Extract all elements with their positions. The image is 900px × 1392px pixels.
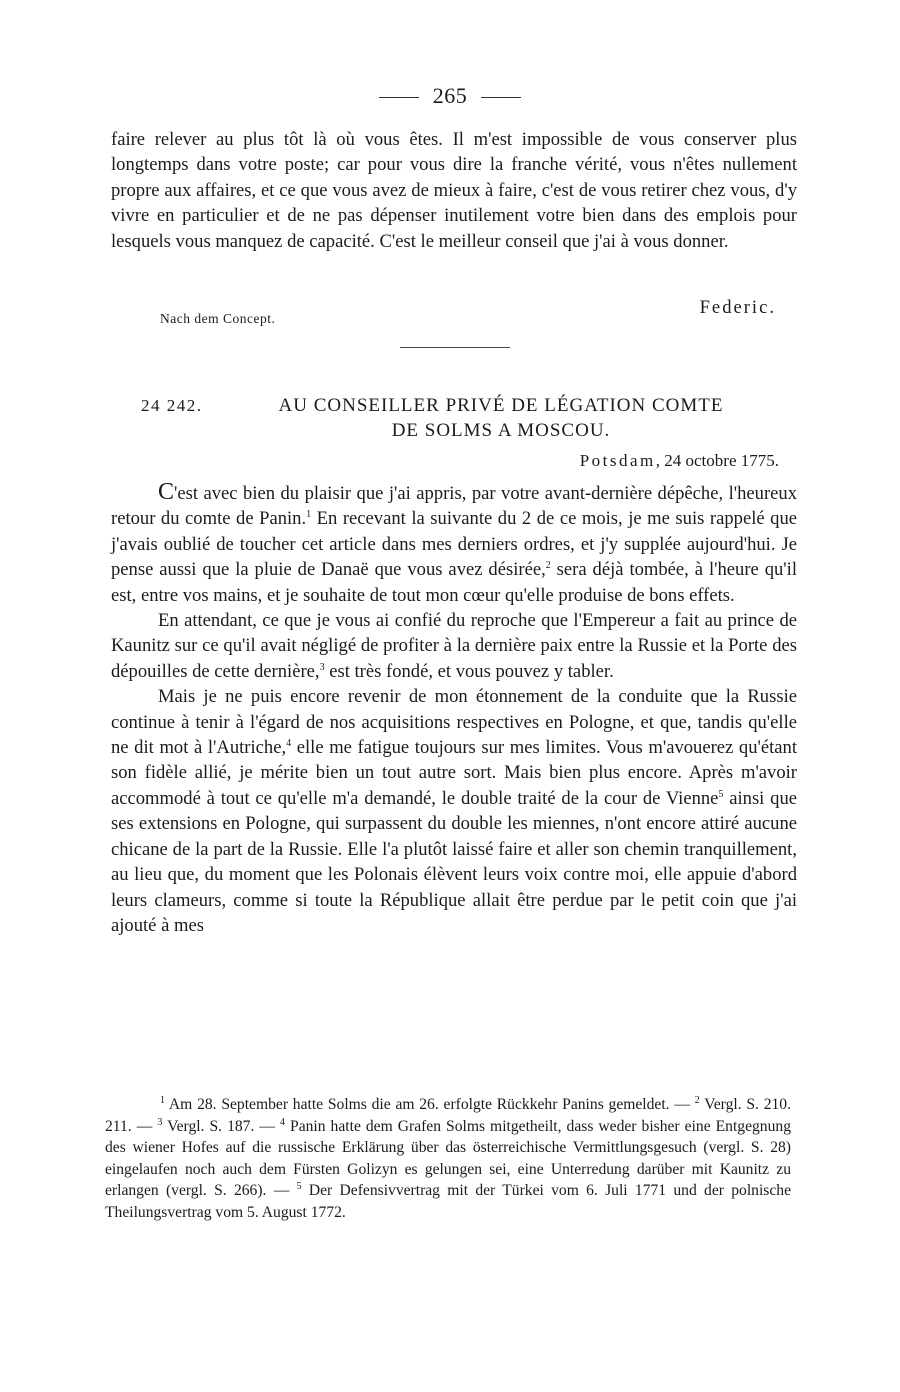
footnote-text: Vergl. S. 210. 211. — — [105, 1096, 791, 1135]
footnotes — [105, 1094, 791, 1224]
paragraph: faire relever au plus tôt là où vous êtes. Il m'est impossible de vous conserver plus longtemps dans votre poste; car pour vous dire la franche vérité, vous n'êtes nullement propre aux affaires, et ce que vous avez de mieux à faire, c'est de vous retirer chez vous, d'y vivre en particulier et de ne pas dépenser inutilement votre bien dans des emplois pour lesquels vous manquez de capacité. C'est le meilleur conseil que j'ai à vous donner. — [111, 129, 797, 252]
dateline-date: , 24 octobre 1775. — [655, 451, 779, 470]
letter-number: 24 242. — [141, 396, 203, 415]
footnote-ref: 1 — [306, 509, 312, 521]
footnote-marker: 4 — [280, 1116, 285, 1128]
text-run: En attendant, ce que je vous ai confié du reproche que l'Empereur a fait au prince de Kaunitz sur ce qu'il avait négligé de profiter à la dernière paix entre la Russie et la Porte des dépouilles de cette dernière, — [111, 610, 797, 682]
text-run: ainsi que ses extensions en Pologne, qui surpassent du double les miennes, n'ont encore attiré aucune chicane de la part de la Russie. Elle l'a plutôt laissé faire et aller son chemin tranquillement, au lieu que, du moment que les Polonais élèvent leurs voix contre moi, elle appuie d'abord leurs clameurs, comme si toute la République allait être perdue par le petit coin que j'ai ajouté à mes — [111, 787, 797, 936]
footnote-text: Der Defensivvertrag mit der Türkei vom 6. Juli 1771 und der polnische Theilungsvertrag vom 5. August 1772. — [105, 1182, 791, 1221]
footnote-text: Panin hatte dem Grafen Solms mitgetheilt, dass weder bisher eine Entgegnung des wiener Hofes auf die russische Erklärung über das österreichische Vermittlungsgesuch (vergl. S. 28) eingelaufen noch auch dem Fürsten Golizyn es gelungen sei, eine Unterredung darüber mit Kaunitz zu erlangen (vergl. S. 266). — — [105, 1117, 791, 1200]
footnote-ref: 4 — [286, 737, 292, 749]
footnote-ref: 2 — [545, 560, 551, 572]
heading-line-2: DE SOLMS A MOSCOU. — [391, 420, 611, 441]
source-note: Nach dem Concept. — [160, 311, 276, 326]
text-run: En recevant la suivante du 2 de ce mois, je me suis rappelé que j'avais oublié de toucher cet article dans mes derniers ordres, et j'y supplée aujourd'hui. Je pense aussi que la pluie de Danaë que vous avez désirée, — [111, 508, 797, 581]
footnote-text: Vergl. S. 187. — — [162, 1117, 280, 1135]
footnote-block — [105, 1094, 791, 1224]
footnote-ref: 5 — [718, 788, 724, 800]
footnote-marker: 2 — [694, 1094, 700, 1106]
signature: Federic. — [699, 297, 776, 318]
letter-body — [111, 480, 797, 938]
section-separator — [400, 347, 510, 348]
footnote-marker: 1 — [160, 1094, 165, 1106]
paragraph — [111, 608, 797, 684]
previous-letter-ending — [111, 127, 797, 254]
text-run: sera déjà tombée, à l'heure qu'il est, entre vos mains, et je souhaite de tout mon cœur qu'elle produise de bons effets. — [111, 559, 797, 606]
dateline-place: Potsdam — [579, 451, 656, 470]
footnote-ref: 3 — [319, 661, 325, 673]
letter-heading — [228, 393, 774, 443]
heading-line-1: AU CONSEILLER PRIVÉ DE LÉGATION COMTE — [278, 395, 724, 416]
text-run: est très fondé, et vous pouvez y tabler. — [324, 660, 614, 682]
page-header — [0, 83, 900, 109]
dropcap: C — [158, 479, 175, 505]
header-dash-left — [379, 97, 419, 98]
footnote-marker: 3 — [157, 1116, 163, 1128]
text-run: 'est avec bien du plaisir que j'ai appris, par votre avant-dernière dépêche, l'heureux retour du comte de Panin. — [111, 483, 797, 530]
paragraph — [111, 684, 797, 938]
text-run: Mais je ne puis encore revenir de mon étonnement de la conduite que la Russie continue à tenir à l'égard de nos acquisitions respectives en Pologne, et que, tandis qu'elle ne dit mot à l'Autriche, — [111, 686, 797, 759]
paragraph — [111, 480, 797, 608]
header-dash-right — [481, 97, 521, 98]
page-number: 265 — [432, 83, 468, 108]
footnote-marker: 5 — [296, 1181, 302, 1193]
text-run: elle me fatigue toujours sur mes limites. Vous m'avouerez qu'étant son fidèle allié, je mérite bien un tout autre sort. Mais bien plus encore. Après m'avoir accommodé à tout ce qu'elle m'a demandé, le double traité de la cour de Vienne — [111, 737, 797, 809]
footnote-text: Am 28. September hatte Solms die am 26. erfolgte Rückkehr Panins gemeldet. — — [165, 1096, 695, 1113]
dateline — [580, 451, 779, 471]
